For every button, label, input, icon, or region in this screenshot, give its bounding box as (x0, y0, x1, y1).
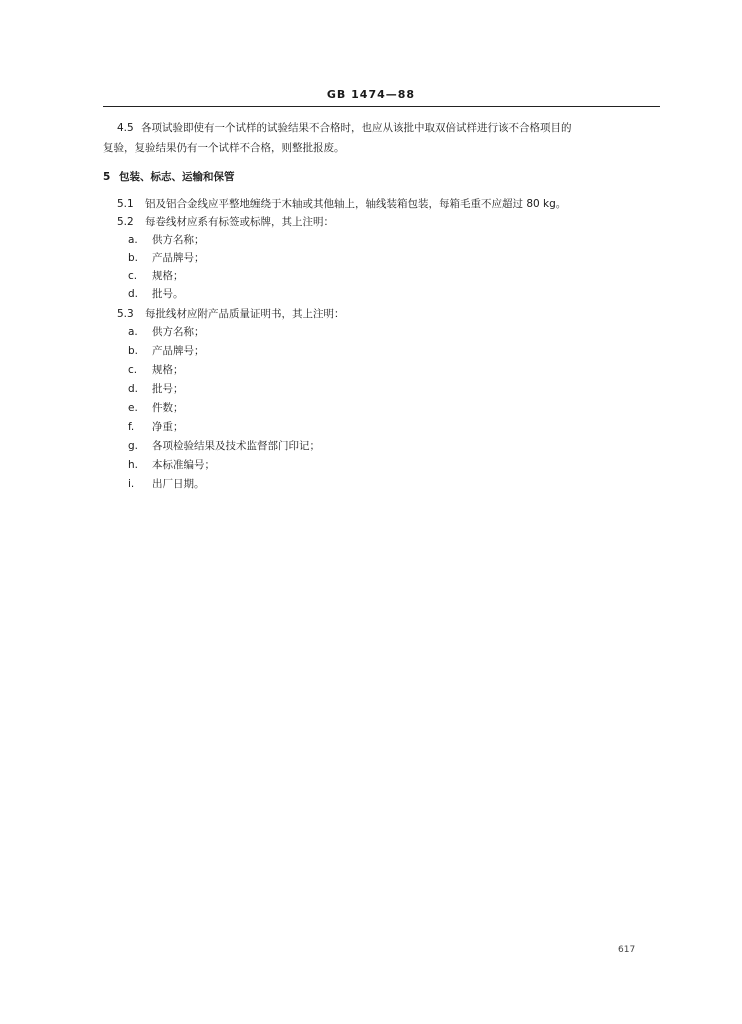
list-item-letter: f. (128, 421, 135, 433)
list-item-text: 出厂日期。 (152, 478, 205, 490)
list-item-text: 净重； (152, 421, 184, 433)
clause-text: 每卷线材应系有标签或标牌，其上注明： (145, 216, 334, 228)
section-number: 5 (103, 171, 111, 183)
list-item-letter: a. (128, 326, 138, 338)
clause-5-1 (117, 195, 566, 213)
list-item-text: 产品牌号； (152, 252, 205, 264)
list-item-text: 规格； (152, 364, 184, 376)
list-item-text: 本标准编号； (152, 459, 215, 471)
header-divider (103, 106, 660, 107)
clause-5-3 (117, 305, 345, 323)
list-item-text: 规格； (152, 270, 184, 282)
clause-text-line2: 复验，复验结果仍有一个试样不合格，则整批报废。 (103, 142, 345, 154)
list-item-letter: e. (128, 402, 138, 414)
list-item-letter: g. (128, 440, 139, 452)
standard-code: GB 1474—88 (326, 88, 416, 101)
clause-number: 5.3 (117, 308, 134, 320)
list-item-letter: b. (128, 252, 139, 264)
list-item-letter: i. (128, 478, 135, 490)
clause-number: 5.1 (117, 198, 134, 210)
clause-text-line1: 各项试验即使有一个试样的试验结果不合格时，也应从该批中取双倍试样进行该不合格项目的 (141, 122, 572, 134)
list-item-text: 供方名称； (152, 326, 205, 338)
clause-5-2 (117, 213, 334, 231)
list-item-letter: c. (128, 270, 138, 282)
list-item-text: 各项检验结果及技术监督部门印记； (152, 440, 320, 452)
section-5-heading (103, 168, 235, 186)
clause-4-5 (103, 118, 660, 158)
list-item-letter: d. (128, 383, 139, 395)
list-item-letter: a. (128, 234, 138, 246)
list-item-letter: b. (128, 345, 139, 357)
page-number: 617 (618, 945, 636, 955)
list-item-text: 批号。 (152, 288, 184, 300)
list-item-text: 产品牌号； (152, 345, 205, 357)
list-item-letter: h. (128, 459, 138, 471)
list-item-text: 供方名称； (152, 234, 205, 246)
list-item-text: 批号； (152, 383, 184, 395)
list-item-letter: d. (128, 288, 139, 300)
list-item-text: 件数； (152, 402, 184, 414)
clause-text: 铝及铝合金线应平整地缠绕于木轴或其他轴上，轴线装箱包装，每箱毛重不应超过 80 kg。 (145, 198, 567, 210)
section-title: 包装、标志、运输和保管 (119, 171, 235, 183)
list-item-letter: c. (128, 364, 138, 376)
clause-number: 5.2 (117, 216, 134, 228)
clause-number: 4.5 (117, 122, 134, 134)
clause-text: 每批线材应附产品质量证明书，其上注明： (145, 308, 345, 320)
